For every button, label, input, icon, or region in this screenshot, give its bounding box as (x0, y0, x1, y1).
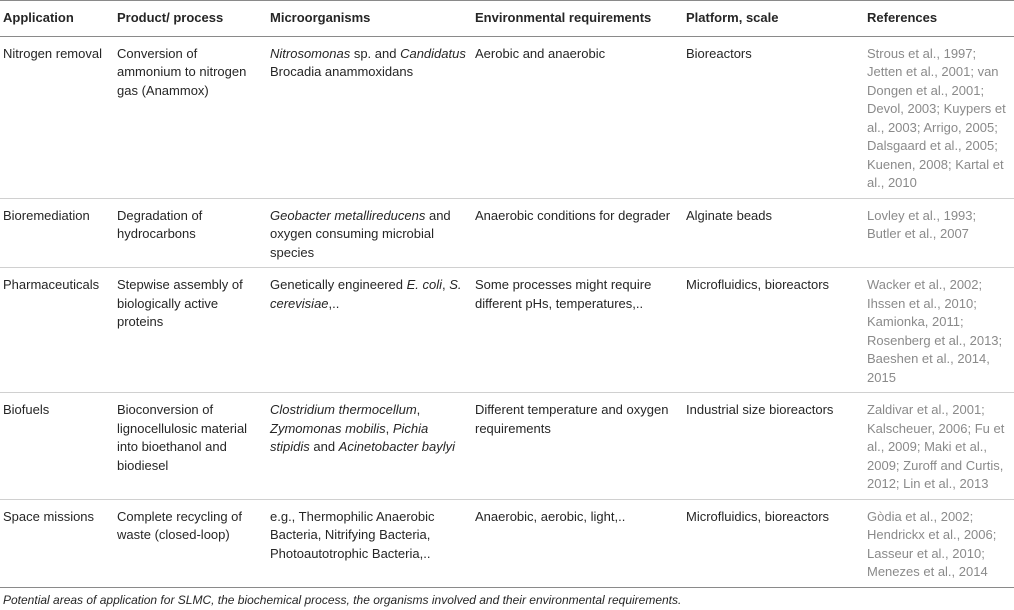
species-name: Acinetobacter baylyi (338, 439, 456, 454)
header-microorganisms: Microorganisms (266, 1, 471, 37)
cell-references: Gòdia et al., 2002; Hendrickx et al., 2006; Lasseur et al., 2010; Menezes et al., 2014 (863, 499, 1014, 587)
header-application: Application (0, 1, 113, 37)
text-segment: and oxygen consuming microbial species (270, 207, 451, 260)
text-segment: Brocadia anammoxidans (270, 64, 414, 79)
cell-product: Conversion of ammonium to nitrogen gas (Anammox) (113, 36, 266, 198)
species-name: Clostridium thermocellum (270, 402, 417, 417)
text-segment: e.g., Thermophilic Anaerobic Bacteria, Nitrifying Bacteria, Photoautotrophic Bacteria,.. (270, 508, 435, 561)
cell-product: Bioconversion of lignocellulosic material into bioethanol and biodiesel (113, 393, 266, 500)
species-name: S. cerevisiae (270, 277, 462, 311)
cell-references: Lovley et al., 1993; Butler et al., 2007 (863, 198, 1014, 268)
cell-platform: Industrial size bioreactors (682, 393, 863, 500)
cell-application: Space missions (0, 499, 113, 587)
cell-microorganisms (266, 393, 471, 500)
species-name: Pichia stipidis (270, 420, 429, 454)
cell-microorganisms (266, 36, 471, 198)
cell-product: Complete recycling of waste (closed-loop) (113, 499, 266, 587)
cell-environment: Some processes might require different pHs, temperatures,.. (471, 268, 682, 393)
text-segment: Genetically engineered (270, 277, 407, 292)
table-row (0, 499, 1014, 587)
cell-application: Pharmaceuticals (0, 268, 113, 393)
cell-environment: Anaerobic conditions for degrader (471, 198, 682, 268)
species-name: Candidatus (400, 45, 466, 61)
table-row (0, 268, 1014, 393)
cell-product: Degradation of hydrocarbons (113, 198, 266, 268)
cell-environment: Aerobic and anaerobic (471, 36, 682, 198)
table-caption: Potential areas of application for SLMC, the biochemical process, the organisms involved and their environmental requirements. (3, 593, 682, 607)
header-product: Product/ process (113, 1, 266, 37)
cell-platform: Microfluidics, bioreactors (682, 268, 863, 393)
table-row (0, 198, 1014, 268)
text-segment: , (442, 277, 450, 292)
cell-references: Strous et al., 1997; Jetten et al., 2001; van Dongen et al., 2001; Devol, 2003; Kuypers et al., 2003; Arrigo, 2005; Dalsgaard et al., 2005; Kuenen, 2008; Kartal et al., 2010 (863, 36, 1014, 198)
cell-references: Wacker et al., 2002; Ihssen et al., 2010; Kamionka, 2011; Rosenberg et al., 2013; Baeshen et al., 2014, 2015 (863, 268, 1014, 393)
cell-application: Bioremediation (0, 198, 113, 268)
header-platform: Platform, scale (682, 1, 863, 37)
text-segment: , (385, 420, 393, 436)
text-segment: , (416, 402, 421, 417)
species-name: Zymomonas mobilis (270, 420, 386, 436)
cell-platform: Bioreactors (682, 36, 863, 198)
text-segment: ,.. (328, 295, 340, 311)
header-references: References (863, 1, 1014, 37)
cell-microorganisms (266, 268, 471, 393)
cell-application: Nitrogen removal (0, 36, 113, 198)
cell-platform: Alginate beads (682, 198, 863, 268)
cell-product: Stepwise assembly of biologically active proteins (113, 268, 266, 393)
text-segment: and (309, 439, 339, 454)
cell-application: Biofuels (0, 393, 113, 500)
cell-environment: Different temperature and oxygen requirements (471, 393, 682, 500)
table-row (0, 36, 1014, 198)
table-row (0, 393, 1014, 500)
header-environment: Environmental requirements (471, 1, 682, 37)
species-name: Geobacter metallireducens (270, 207, 426, 223)
text-segment: sp. and (350, 45, 401, 61)
cell-platform: Microfluidics, bioreactors (682, 499, 863, 587)
species-name: Nitrosomonas (270, 45, 351, 61)
header-row (0, 1, 1014, 37)
cell-microorganisms (266, 499, 471, 587)
cell-references: Zaldivar et al., 2001; Kalscheuer, 2006; Fu et al., 2009; Maki et al., 2009; Zuroff and Curtis, 2012; Lin et al., 2013 (863, 393, 1014, 500)
species-name: E. coli (406, 277, 442, 292)
cell-environment: Anaerobic, aerobic, light,.. (471, 499, 682, 587)
cell-microorganisms (266, 198, 471, 268)
